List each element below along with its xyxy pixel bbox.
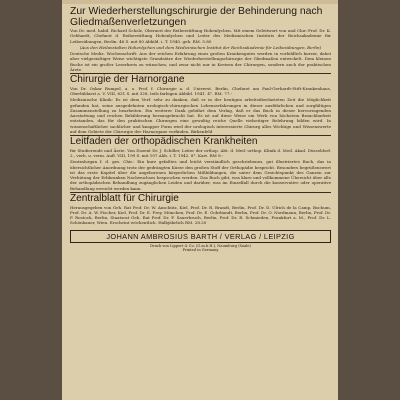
printer-imprint [70,244,331,253]
section-title-leitfaden: Leitfaden der orthopädischen Krankheiten [70,136,258,148]
section-title-zentralblatt: Zentralblatt für Chirurgie [70,192,179,204]
publisher-name: JOHANN AMBROSIUS BARTH / VERLAG / LEIPZIG [106,231,295,241]
editors-list: Herausgegeben von Geh. Rat Prof. Dr. W. Anschütz, Kiel, Prof. Dr. R. Brandt, Berlin, Prof. Dr. D. Ulrich de la Camp, Bochum, Prof. Dr. A. W. Fischer, Kiel, Prof. Dr. E. Frey, München, Prof. Dr. E. Gohrbandt, Berlin, Prof. Dr. O. Nordmann, Berlin, Prof. Dr. P. Rostock, Berlin, Staatsrat Geh. Rat Prof. Dr. F. Sauerbruch, Berlin, Prof. Dr. R. Schmieden, Frankfurt a. M., Prof. Dr. L. Schönbauer, Wien. Erscheint wöchentlich. Halbjährlich RM. 28.20 [70,204,331,226]
author-line-schiller: für Studierende und Ärzte. Von Dozent Dr. J. Schiller, Leiter der orthop. Abt. d. Med.-orthop. Klinik d. Med. Akad. Düsseldorf. 2., verb. u. verm. Aufl. VIII, 199 S. mit 107 Abb. i. T. 1942. 8°. Kart. RM 8.- [70,147,331,159]
section-title-wiederherstellungschirurgie: Zur Wiederherstellungschirurgie der Behinderung nach Gliedmaßenverletzungen [70,6,323,28]
review-medizinische-klinik: Medizinische Klinik: Es ist dem Verf. sehr zu danken, daß er in der heutigen arbeitsüberlasteten Zeit die Möglichkeit gefunden hat, seine ausgedehnten urologisch-chirurgischen Lebenserfahrungen in dieser ausführlichen und sorgfältigen Zusammenstellung zu bearbeiten. Ein weiterer Dank gebührt dem Verlag, daß er das Buch in dieser hervorragenden Ausstattung und reichen Bebilderung herausgebracht hat. Es ist auf diese Weise ein Werk von höchstem Brauchbarkeit entstanden, das für den praktischen Chirurgen eine gewaltig reiche Quelle vielseitiger Belehrung bilden wird. In wissenschaftlicher sachlicher und knapper Form wird der urologisch interessierte Chirurg alles Wichtige und Wissenswerte auf dem Gebiete der Chirurgie der Harnorgane vorfinden. Birkenfeld [70,97,331,134]
printer-line: Druck von Lippert & Co. (G.m.b.H.), Naumburg (Saale) [150,244,251,249]
review-deutsche-mediz-wochenschrift: Deutsche Mediz. Wochenschrift: Aus der reichen Erfahrung eines großen Krankengutes werden in vorbildlich kurzer, dabei aber vielgestaltiger Weise wichtigste Grundsätze der Wiederherstellungschirurgie der Gliedmaßen entwickelt. Dem kleinen Buche ist ein großer Leserkreis zu wünschen, und zwar nicht nur in Kreisen der Chirurgen, sondern auch der praktischen Ärzte. [70,51,331,72]
torn-edge-top [62,0,338,4]
section-title-harnorgane: Chirurgie der Harnorgane [70,74,185,85]
back-cover-page [62,0,338,400]
author-line-scholz: Von Dr. med. habil. Richard Scholz, Oberarzt der Reiherstiftung Hohenlychen. Mit einem Geleitwort von und Chir.-Prof. Dr. K. Gebhardt, Chefarzt d. Reiherstiftung Hohenlychen und Leiter des Medizinischen Instituts der Reichsakademie für Leibesübungen, Berlin. 46 S. mit 80 Abbild. i. T. 1940. geh. RM. 5.80 [70,28,331,44]
author-line-rumpel: Von Dr. Oskar Rumpel, a. o. Prof. f. Chirurgie a. d. Universt. Berlin, Chefarzt am Paul-Gerhardt-Stift-Krankenhaus, Oberbildarzt a. V. VIII, 631 S. mit 328, teils farbigen Abbild. 1941. 4°. RM. 77.- [70,85,331,97]
review-zentralorgan: Zentralorgan f. d. ges. Chir.: Ein kurz gefaßtes und leicht verständlich geschriebenes, gut illustriertes Buch, das in übersichtlicher Anordnung trotz der gedrängten Kürze den großen Stoff der Orthopädie bespricht. Besonders begrüßenswert ist das erste Kapitel über die angeborenen körperlichen Mißbildungen, die unter dem Gesichtspunkt des Ganzen zur Verhütung der Erbkranken Nachwuchses besprochen werden. Das Buch gibt, was klare und vollkommene Übersicht über alle der orthopädischen Behandlung zugänglichen Leiden und darüber, was im Einzelfall durch die konservative oder operative Behandlung erreicht werden kann. [70,159,331,191]
publisher-box [70,230,331,243]
printed-in-line: Printed in Germany [182,248,219,253]
series-note: (Aus den Heilanstalten Hohenlychen und dem Medizinischen Institut der Reichsakademie für Leibesübungen, Berlin) [79,44,322,50]
